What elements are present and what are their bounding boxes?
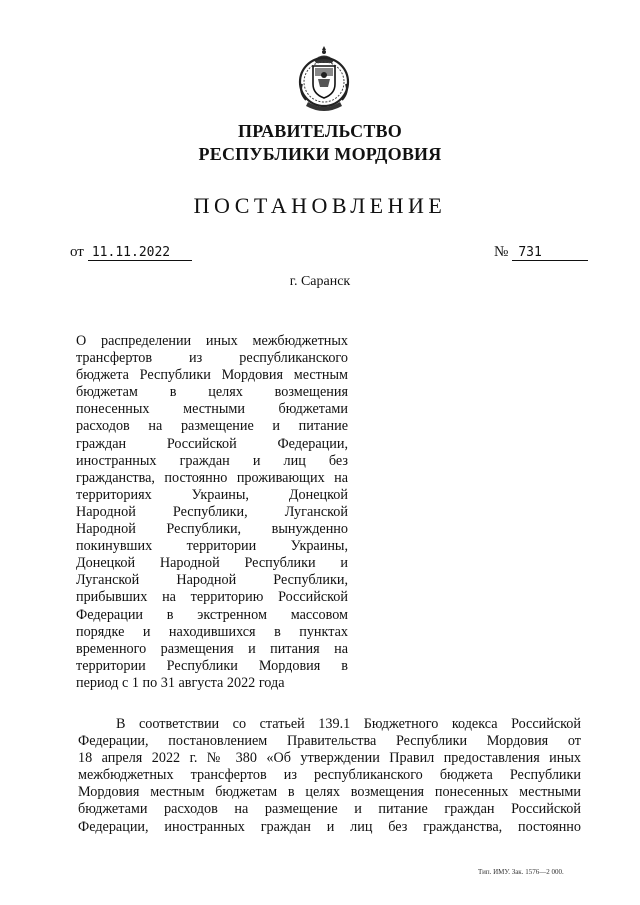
- subject-line: Федерации в экстренном массовом: [76, 606, 348, 623]
- date-prefix: от: [70, 244, 84, 260]
- date-value: 11.11.2022: [88, 245, 192, 261]
- subject-line: территориях Украины, Донецкой: [76, 486, 348, 503]
- body-line: 18 апреля 2022 г. № 380 «Об утверждении Правил предоставления иных: [78, 750, 581, 767]
- subject-line: Луганской Народной Республики,: [76, 572, 348, 589]
- body-line: Федерации, постановлением Правительства Республики Мордовия от: [78, 733, 581, 750]
- print-mark: Тип. ИМУ. Зак. 1576—2 000.: [478, 868, 564, 876]
- subject-line: О распределении иных межбюджетных: [76, 333, 348, 349]
- body-line: В соответствии со статьей 139.1 Бюджетного кодекса Российской: [116, 716, 581, 732]
- number-field: [494, 244, 588, 261]
- body-line: Мордовия местным бюджетам в целях возмещения понесенных местными: [78, 784, 581, 801]
- body-line: бюджетами расходов на размещение и питание граждан Российской: [78, 801, 581, 818]
- subject-line: бюджетам в целях возмещения: [76, 384, 348, 401]
- subject-line: покинувших территории Украины,: [76, 538, 348, 555]
- number-value: 731: [512, 245, 588, 261]
- subject-line: Народной Республики, вынужденно: [76, 521, 348, 538]
- subject-line: бюджета Республики Мордовия местным: [76, 367, 348, 384]
- subject-line: Донецкой Народной Республики и: [76, 555, 348, 572]
- subject-line: порядке и находившихся в пунктах: [76, 623, 348, 640]
- body-line: межбюджетных трансфертов из республиканского бюджета Республики: [78, 767, 581, 784]
- subject-line: иностранных граждан и лиц без: [76, 452, 348, 469]
- date-field: [70, 244, 192, 261]
- subject-line: граждан Российской Федерации,: [76, 435, 348, 452]
- city-name: г. Саранск: [289, 274, 351, 289]
- number-prefix: №: [494, 244, 509, 260]
- subject-line: период с 1 по 31 августа 2022 года: [76, 674, 285, 691]
- organization-name-line2: РЕСПУБЛИКИ МОРДОВИЯ: [198, 144, 442, 164]
- subject-line: Народной Республики, Луганской: [76, 503, 348, 520]
- coat-of-arms-icon: [296, 44, 352, 112]
- subject-line: территории Республики Мордовия в: [76, 657, 348, 674]
- organization-name-line1: ПРАВИТЕЛЬСТВО: [238, 121, 402, 141]
- subject-line: расходов на размещение и питание: [76, 418, 348, 435]
- document-type-title: ПОСТАНОВЛЕНИЕ: [193, 193, 447, 218]
- subject-line: гражданства, постоянно проживающих на: [76, 469, 348, 486]
- body-line: Федерации, иностранных граждан и лиц без гражданства, постоянно: [78, 818, 581, 835]
- subject-title: [76, 333, 348, 692]
- subject-line: прибывших на территорию Российской: [76, 589, 348, 606]
- subject-line: трансфертов из республиканского: [76, 350, 348, 367]
- body-paragraph: [78, 716, 581, 836]
- subject-line: временного размещения и питания на: [76, 640, 348, 657]
- subject-line: понесенных местными бюджетами: [76, 401, 348, 418]
